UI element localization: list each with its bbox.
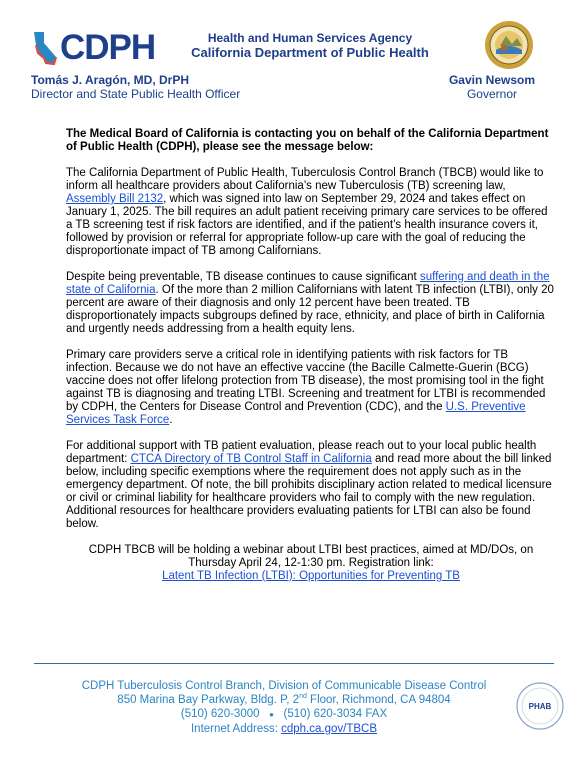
california-map-icon	[32, 31, 58, 65]
footer-bullet: ●	[269, 710, 274, 719]
suffering-death-link[interactable]: suffering and death in the state of California	[66, 271, 550, 296]
footer-phones	[34, 707, 534, 722]
footer-address	[34, 693, 534, 707]
footer-fax: (510) 620-3034 FAX	[283, 708, 388, 720]
footer	[34, 679, 534, 736]
uspstf-link[interactable]: U.S. Preventive Services Task Force	[66, 401, 526, 426]
p4-text-b: and read more about the bill linked below, including specific exemptions where the requirement does not apply such as in the emergency department. Of note, the bill prohibits disciplinary action related to medical licensure or civil or criminal liability for healthcare providers who fail to comply with the new regulation. Additional resources for healthcare providers evaluating patients for LTBI can also be found below.	[66, 453, 552, 530]
p4-text-a: For additional support with TB patient evaluation, please reach out to your local public health department:	[66, 440, 537, 465]
footer-divider	[34, 663, 554, 664]
letter-intro: The Medical Board of California is contacting you on behalf of the California Department of Public Health (CDPH), please see the message below:	[66, 128, 549, 153]
state-seal-icon	[484, 20, 534, 70]
director-block	[31, 73, 240, 101]
webinar-line1: CDPH TBCB will be holding a webinar about LTBI best practices, aimed at MD/DOs, on	[88, 544, 534, 556]
footer-internet	[34, 722, 534, 736]
tbcb-website-link[interactable]: cdph.ca.gov/TBCB	[281, 723, 378, 735]
director-title: Director and State Public Health Officer	[31, 87, 241, 101]
governor-title: Governor	[466, 87, 517, 101]
footer-phone: (510) 620-3000	[180, 708, 260, 720]
paragraph-4	[66, 440, 556, 531]
phab-accreditation-seal-icon	[515, 681, 565, 731]
paragraph-webinar	[66, 544, 556, 583]
address-sup: nd	[299, 693, 307, 701]
phab-seal-label: PHAB	[528, 702, 552, 711]
p2-text-a: Despite being preventable, TB disease continues to cause significant	[66, 271, 420, 283]
p2-text-b: . Of the more than 2 million Californians with latent TB infection (LTBI), only 20 percent are aware of their diagnosis and only 12 percent have been treated. TB disproportionately impacts subgroups defined by race, ethnicity, and place of birth in California and urgently needs addressing from a health equity lens.	[66, 284, 554, 335]
director-name: Tomás J. Aragón, MD, DrPH	[31, 73, 190, 87]
address-part-b: Floor, Richmond, CA 94804	[306, 694, 451, 706]
cdph-logo	[32, 30, 155, 66]
governor-block	[449, 73, 535, 101]
paragraph-2	[66, 271, 556, 336]
agency-heading	[180, 31, 440, 61]
agency-line1: Health and Human Services Agency	[207, 31, 413, 45]
p1-text-b: , which was signed into law on September 29, 2024 and takes effect on January 1, 2025. The bill requires an adult patient receiving primary care services to be offered a TB screening test if risk factors are identified, and if the patient’s health insurance covers it, followed by provision or referral for appropriate follow-up care with the goal of reducing the disproportionate impact of TB among Californians.	[66, 193, 548, 257]
agency-line2: California Department of Public Health	[191, 45, 429, 60]
logo-text: CDPH	[60, 28, 156, 67]
webinar-line2: Thursday April 24, 12-1:30 pm. Registration link:	[188, 557, 434, 569]
letter-body	[66, 128, 556, 596]
paragraph-3	[66, 349, 556, 427]
footer-branch: CDPH Tuberculosis Control Branch, Division of Communicable Disease Control	[81, 680, 487, 692]
governor-name: Gavin Newsom	[448, 73, 535, 87]
p1-text-a: The California Department of Public Health, Tuberculosis Control Branch (TBCB) would like to inform all healthcare providers about California’s new Tuberculosis (TB) screening law,	[66, 167, 544, 192]
p3-text-a: Primary care providers serve a critical role in identifying patients with risk factors for TB infection. Because we do not have an effective vaccine (the Bacille Calmette-Guerin (BCG) vaccine does not offer lifelong protection from TB disease), the most promising tool in the fight against TB is diagnosing and treating LTBI. Screening and treatment for LTBI is recommended by CDPH, the Centers for Disease Control and Prevention (CDC), and the	[66, 349, 546, 413]
address-part-a: 850 Marina Bay Parkway, Bldg. P, 2	[117, 694, 300, 706]
webinar-registration-link[interactable]: Latent TB Infection (LTBI): Opportunities for Preventing TB	[162, 570, 460, 582]
p3-text-b: .	[169, 414, 173, 426]
ctca-directory-link[interactable]: CTCA Directory of TB Control Staff in California	[130, 453, 372, 465]
internet-label: Internet Address:	[190, 723, 282, 735]
paragraph-1	[66, 167, 556, 258]
assembly-bill-link[interactable]: Assembly Bill 2132	[66, 193, 164, 205]
